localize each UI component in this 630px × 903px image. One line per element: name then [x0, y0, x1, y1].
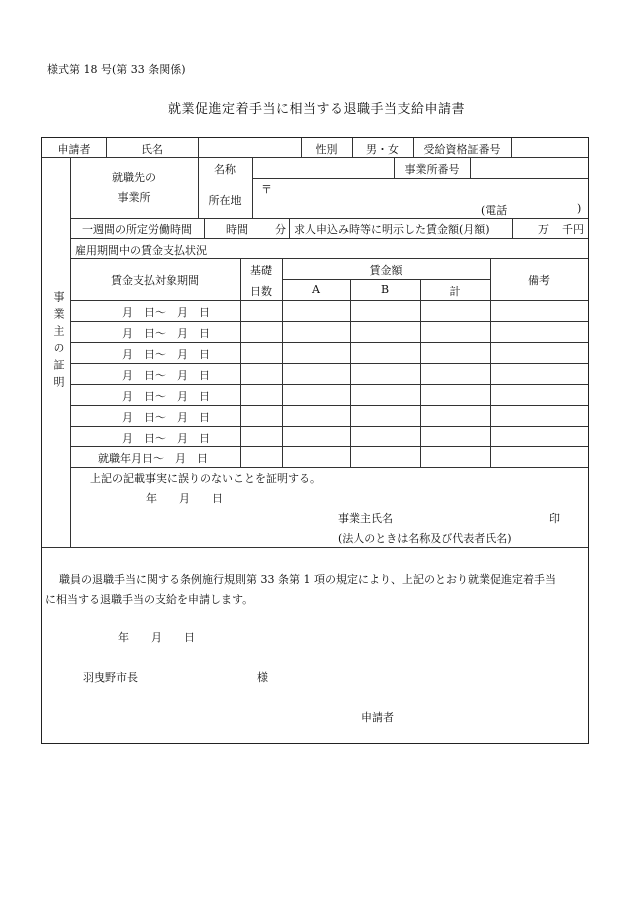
page-title: 就業促進定着手当に相当する退職手当支給申請書 — [168, 102, 466, 117]
cert-number-field[interactable] — [511, 138, 588, 157]
col-remarks-header: 備考 — [528, 274, 550, 287]
addressee: 羽曳野市長 — [83, 671, 138, 684]
gender-label: 性別 — [315, 143, 338, 156]
employer-certification-label: 事業主の証明 — [52, 291, 65, 393]
form-number: 様式第 18 号(第 33 条関係) — [47, 63, 186, 76]
phone-label: (電話 — [481, 204, 508, 217]
phone-close: ) — [577, 202, 582, 215]
application-text-line1: 職員の退職手当に関する条例施行規則第 33 条第 1 項の規定により、上記のとおり就業促進定着手当 — [59, 573, 556, 586]
col-a-header: A — [312, 283, 320, 296]
seal-mark: 印 — [549, 512, 560, 525]
name-field[interactable] — [198, 138, 301, 157]
wage-unit-yen: 千円 — [562, 223, 584, 236]
office-number-label: 事業所番号 — [404, 163, 460, 176]
cert-number-label: 受給資格証番号 — [423, 143, 501, 156]
applicant-signature-label: 申請者 — [361, 711, 394, 724]
workplace-label-line2: 事業所 — [117, 191, 151, 204]
table-row-period: 月 日〜 月 日 — [122, 306, 210, 319]
table-row-period: 月 日〜 月 日 — [122, 390, 210, 403]
col-total-header: 計 — [449, 285, 461, 298]
col-period-header: 賃金支払対象期間 — [111, 274, 199, 287]
table-row-period: 月 日〜 月 日 — [122, 432, 210, 445]
minutes-unit: 分 — [275, 223, 286, 236]
stated-wage-label: 求人申込み時等に明示した賃金額(月額) — [294, 223, 490, 236]
honorific: 様 — [257, 671, 268, 684]
employer-name-label: 事業主氏名 — [338, 512, 393, 525]
table-row-period: 就職年月日〜 月 日 — [98, 452, 208, 465]
col-base-header-1: 基礎 — [250, 264, 272, 277]
col-base-header-2: 日数 — [250, 285, 272, 298]
table-row-period: 月 日〜 月 日 — [122, 327, 210, 340]
certify-date: 年 月 日 — [146, 492, 223, 505]
col-wage-header: 賃金額 — [369, 264, 403, 277]
workplace-label-line1: 就職先の — [112, 171, 156, 184]
company-name-label: 名称 — [214, 163, 236, 176]
applicant-label: 申請者 — [57, 143, 91, 156]
table-row-period: 月 日〜 月 日 — [122, 411, 210, 424]
application-date: 年 月 日 — [118, 631, 195, 644]
postal-mark: 〒 — [261, 183, 272, 196]
wage-unit-man: 万 — [538, 223, 549, 236]
address-label: 所在地 — [208, 194, 242, 207]
corporation-note: (法人のときは名称及び代表者氏名) — [338, 532, 512, 545]
office-number-field[interactable] — [470, 157, 588, 178]
gender-choice[interactable]: 男・女 — [366, 143, 399, 156]
certify-text: 上記の記載事実に誤りのないことを証明する。 — [90, 472, 321, 485]
table-row-period: 月 日〜 月 日 — [122, 348, 210, 361]
name-label: 氏名 — [141, 143, 163, 156]
application-text-line2: に相当する退職手当の支給を申請します。 — [45, 593, 254, 606]
hours-unit: 時間 — [226, 223, 248, 236]
application-form — [41, 137, 589, 744]
company-name-field[interactable] — [252, 157, 394, 178]
col-b-header: B — [380, 283, 390, 296]
table-row-period: 月 日〜 月 日 — [122, 369, 210, 382]
weekly-hours-label: 一週間の所定労働時間 — [82, 223, 192, 236]
employment-wage-status: 雇用期間中の賃金支払状況 — [75, 244, 207, 257]
